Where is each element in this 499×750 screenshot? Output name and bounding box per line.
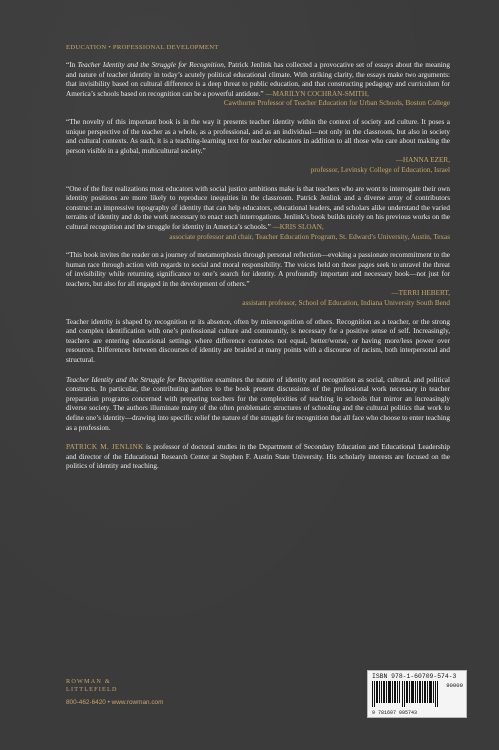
endorsement-4 — [66, 251, 450, 309]
isbn-barcode — [367, 670, 467, 718]
isbn-number: ISBN 978-1-60709-574-3 — [372, 673, 457, 680]
barcode-bars-icon — [372, 681, 440, 707]
description-text: examines the nature of identity and recognition as social, cultural, and political constructs. In particular, the contributing authors to the book present discussions of the professional work necessary in teacher preparation programs concerned with preparing teachers for the complexities of teaching in schools that mirror an increasingly diverse society. The authors illuminate many of the often problematic structures of schooling and the cultural politics that work to define one’s identity—drawing into specific relief the nature of the struggle for recognition that all face who choose to enter teaching as a profession. — [66, 375, 450, 432]
endorser-name: —HANNA EZER, — [395, 156, 450, 165]
author-name: PATRICK M. JENLINK — [66, 443, 144, 452]
endorser-name: —TERRI HEBERT, — [391, 289, 450, 298]
author-bio — [66, 443, 450, 472]
publisher-block — [66, 678, 163, 706]
endorser-title: associate professor and chair, Teacher Education Program, St. Edward’s University, Austin, Texas — [169, 232, 450, 241]
endorser-name: —MARILYN COCHRAN-SMITH, — [265, 89, 369, 98]
publisher-logo-line-2: LITTLEFIELD — [66, 686, 118, 693]
endorsement-text: “One of the first realizations most educators with social justice ambitions make is that teachers who are wont to interrogate their own identity positions are more likely to reproduce inequities in the classroom. Patrick Jenlink and a diverse array of contributors construct an impressive topography of identity that can help educators, educational leaders, and scholars alike understand the varied terrains of identity and do the work necessary to enact such interrogations. Jenlink’s book builds nicely on his previous works on the cultural recognition and the struggle for identity in America’s schools.” — [66, 184, 450, 231]
book-title-italic: Teacher Identity and the Struggle for Recognition — [66, 375, 213, 384]
endorser-title: professor, Levinsky College of Education, Israel — [310, 165, 450, 174]
category-label: EDUCATION • PROFESSIONAL DEVELOPMENT — [66, 44, 219, 51]
endorsement-text: “This book invites the reader on a journey of metamorphosis through personal reflection—evoking a passionate recommitment to the human race through action with regards to social and moral responsibility. The voices held on these pages seek to unravel the threat of invisibility while returning significance to one’s search for identity. A profoundly important and necessary book—not just for teachers, but also for all engaged in the development of others.” — [66, 251, 450, 288]
endorsement-text: “The novelty of this important book is in the way it presents teacher identity within the context of society and culture. It poses a unique perspective of the teacher as a whole, as a professional, and as an individual—not only in the classroom, but also in society and cultural contexts. As such, it is a teaching-learning text for teacher educators in addition to all those who care about making the person visible in a global, multicultural society.” — [66, 117, 450, 155]
endorsement-1 — [66, 61, 450, 109]
price-code: 90000 — [446, 682, 463, 689]
description-paragraph-1: Teacher identity is shaped by recognition or its absence, often by misrecognition of others. Recognition as a teacher, or the strong and complex identification with one’s professional culture and community, is necessary for a positive sense of self. Increasingly, teachers are entering educational settings where difference connotes not equal, better/worse, or having more/less power over resources. Differences between discourses of identity are braided at many points with a discourse of racism, both interpersonal and structural. — [66, 317, 450, 365]
cover-text — [66, 44, 450, 482]
publisher-contact: 800-462-6420 • www.rowman.com — [66, 699, 164, 706]
description-paragraph-2 — [66, 376, 450, 434]
endorser-title: assistant professor, School of Education, Indiana University South Bend — [242, 299, 450, 308]
endorsement-2 — [66, 118, 450, 176]
book-title-italic: Teacher Identity and the Struggle for Recognition, — [77, 61, 226, 69]
publisher-logo-line-1: ROWMAN & — [66, 678, 111, 685]
endorser-title: Cawthorne Professor of Teacher Education for Urban Schools, Boston College — [223, 99, 450, 108]
endorser-name: —KRIS SLOAN, — [272, 222, 324, 231]
author-bio-text: is professor of doctoral studies in the Department of Secondary Education and Educational Leadership and director of the Educational Research Center at Stephen F. Austin State University. His scholarly interests are focused on the politics of identity and teaching. — [66, 443, 450, 471]
endorsement-3 — [66, 185, 450, 243]
endorsement-text: Patrick Jenlink has collected a provocative set of essays about the meaning and nature of teacher identity in today’s acutely political educational climate. With striking clarity, the essays make two arguments: that invisibility based on cultural difference is a deep threat to public education, and that constructing pedagogy and curriculum for America’s schools based on recognition can be a powerful antidote.” — [66, 61, 450, 98]
barcode-digits: 9 781607 095743 — [372, 710, 418, 716]
endorsement-text-pre: “In — [66, 61, 78, 69]
